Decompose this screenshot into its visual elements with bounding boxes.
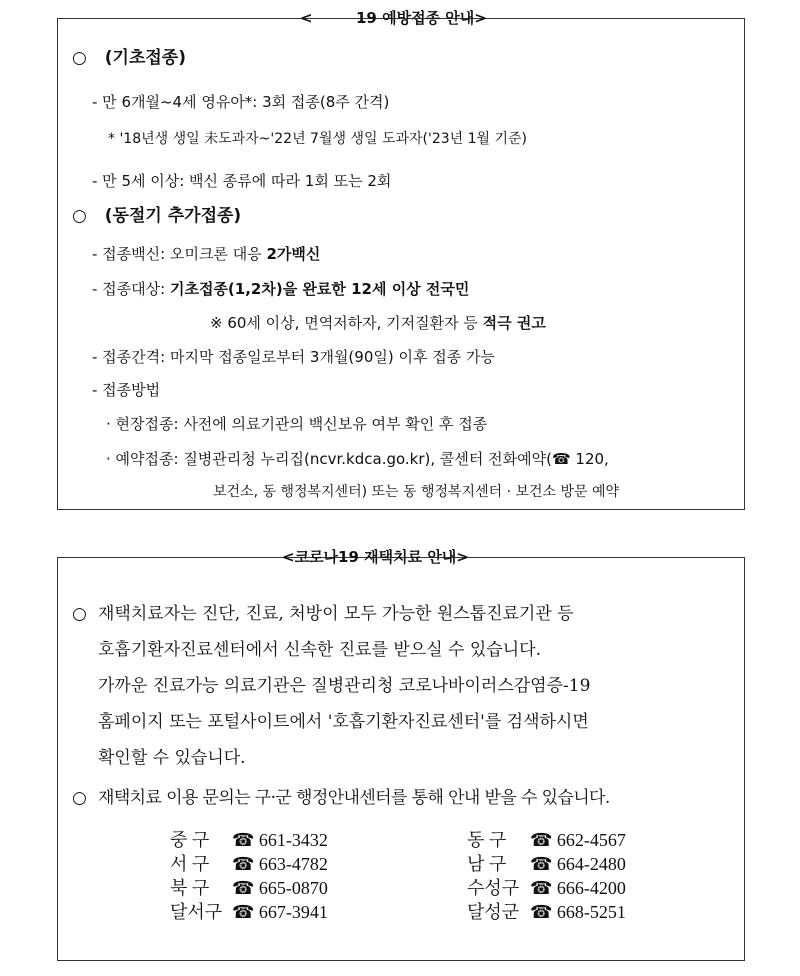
booster-reserve-1: · 예약접종: 질병관리청 누리집(ncvr.kdca.go.kr), 콜센터 전화예약(☎ 120, — [106, 450, 609, 468]
contact-phone: ☎ 665-0870 — [232, 878, 328, 898]
home-para2: 재택치료 이용 문의는 구·군 행정안내센터를 통해 안내 받을 수 있습니다. — [98, 788, 610, 808]
home-para1-line-3: 가까운 진료가능 의료기관은 질병관리청 코로나바이러스감염증-19 — [98, 676, 591, 696]
title-rule-left-2 — [57, 557, 272, 558]
booster-vaccine — [92, 243, 320, 265]
contact-phone: ☎ 667-3941 — [232, 902, 328, 922]
contact-district: 중 구 — [170, 830, 210, 850]
booster-onsite: · 현장접종: 사전에 의료기관의 백신보유 여부 확인 후 접종 — [106, 415, 488, 433]
contact-district: 달성군 — [467, 902, 520, 922]
title-rule-right-2 — [513, 557, 745, 558]
booster-vaccine-label: - 접종백신: 오미크론 대응 — [92, 245, 267, 263]
contact-phone: ☎ 666-4200 — [530, 878, 626, 898]
contact-district: 수성구 — [467, 878, 520, 898]
section-booster — [72, 205, 241, 227]
contact-district: 북 구 — [170, 878, 210, 898]
home-para1-line-2: 호흡기환자진료센터에서 신속한 진료를 받으실 수 있습니다. — [98, 640, 541, 660]
vaccination-title: 19 예방접종 안내> — [356, 9, 487, 27]
contact-district: 달서구 — [170, 902, 223, 922]
title-rule-left — [57, 18, 302, 19]
booster-reserve-2: 보건소, 동 행정복지센터) 또는 동 행정복지센터 · 보건소 방문 예약 — [213, 484, 620, 500]
booster-method: - 접종방법 — [92, 381, 161, 399]
home-para1-bullet: ○ — [72, 604, 87, 624]
booster-target-label: - 접종대상: — [92, 280, 170, 298]
contact-district: 서 구 — [170, 854, 210, 874]
basic-item-age5: - 만 5세 이상: 백신 종류에 따라 1회 또는 2회 — [92, 172, 392, 190]
section-basic — [72, 47, 186, 69]
contact-district: 동 구 — [467, 830, 507, 850]
contact-district: 남 구 — [467, 854, 507, 874]
bullet: ○ — [72, 48, 87, 68]
basic-item-infant: - 만 6개월~4세 영유아*: 3회 접종(8주 간격) — [92, 93, 390, 111]
basic-item-note: * '18년생 생일 未도과자~'22년 7월생 생일 도과자('23년 1월 기준) — [108, 131, 528, 147]
title-bracket-left: < — [300, 9, 313, 27]
booster-vaccine-value: 2가백신 — [266, 245, 321, 263]
home-para2-bullet: ○ — [72, 788, 87, 808]
booster-note — [210, 312, 546, 334]
contact-phone: ☎ 662-4567 — [530, 830, 626, 850]
bullet: ○ — [72, 206, 87, 226]
booster-note-text: ※ 60세 이상, 면역저하자, 기저질환자 등 — [210, 314, 483, 332]
home-para1-line-1: 재택치료자는 진단, 진료, 처방이 모두 가능한 원스톱진료기관 등 — [98, 604, 574, 624]
contact-phone: ☎ 663-4782 — [232, 854, 328, 874]
booster-note-bold: 적극 권고 — [482, 314, 546, 332]
booster-target — [92, 278, 469, 300]
home-treatment-title: <코로나19 재택치료 안내> — [282, 548, 469, 566]
booster-target-value: 기초접종(1,2차)을 완료한 12세 이상 전국민 — [169, 280, 470, 298]
contact-phone: ☎ 661-3432 — [232, 830, 328, 850]
contact-phone: ☎ 668-5251 — [530, 902, 626, 922]
title-rule-right — [512, 18, 745, 19]
contact-phone: ☎ 664-2480 — [530, 854, 626, 874]
home-para1-line-4: 홈페이지 또는 포털사이트에서 '호흡기환자진료센터'를 검색하시면 — [98, 712, 589, 732]
home-para1-line-5: 확인할 수 있습니다. — [98, 748, 246, 768]
booster-interval: - 접종간격: 마지막 접종일로부터 3개월(90일) 이후 접종 가능 — [92, 348, 495, 366]
section-booster-heading: (동절기 추가접종) — [104, 206, 242, 226]
section-basic-heading: (기초접종) — [104, 48, 186, 68]
